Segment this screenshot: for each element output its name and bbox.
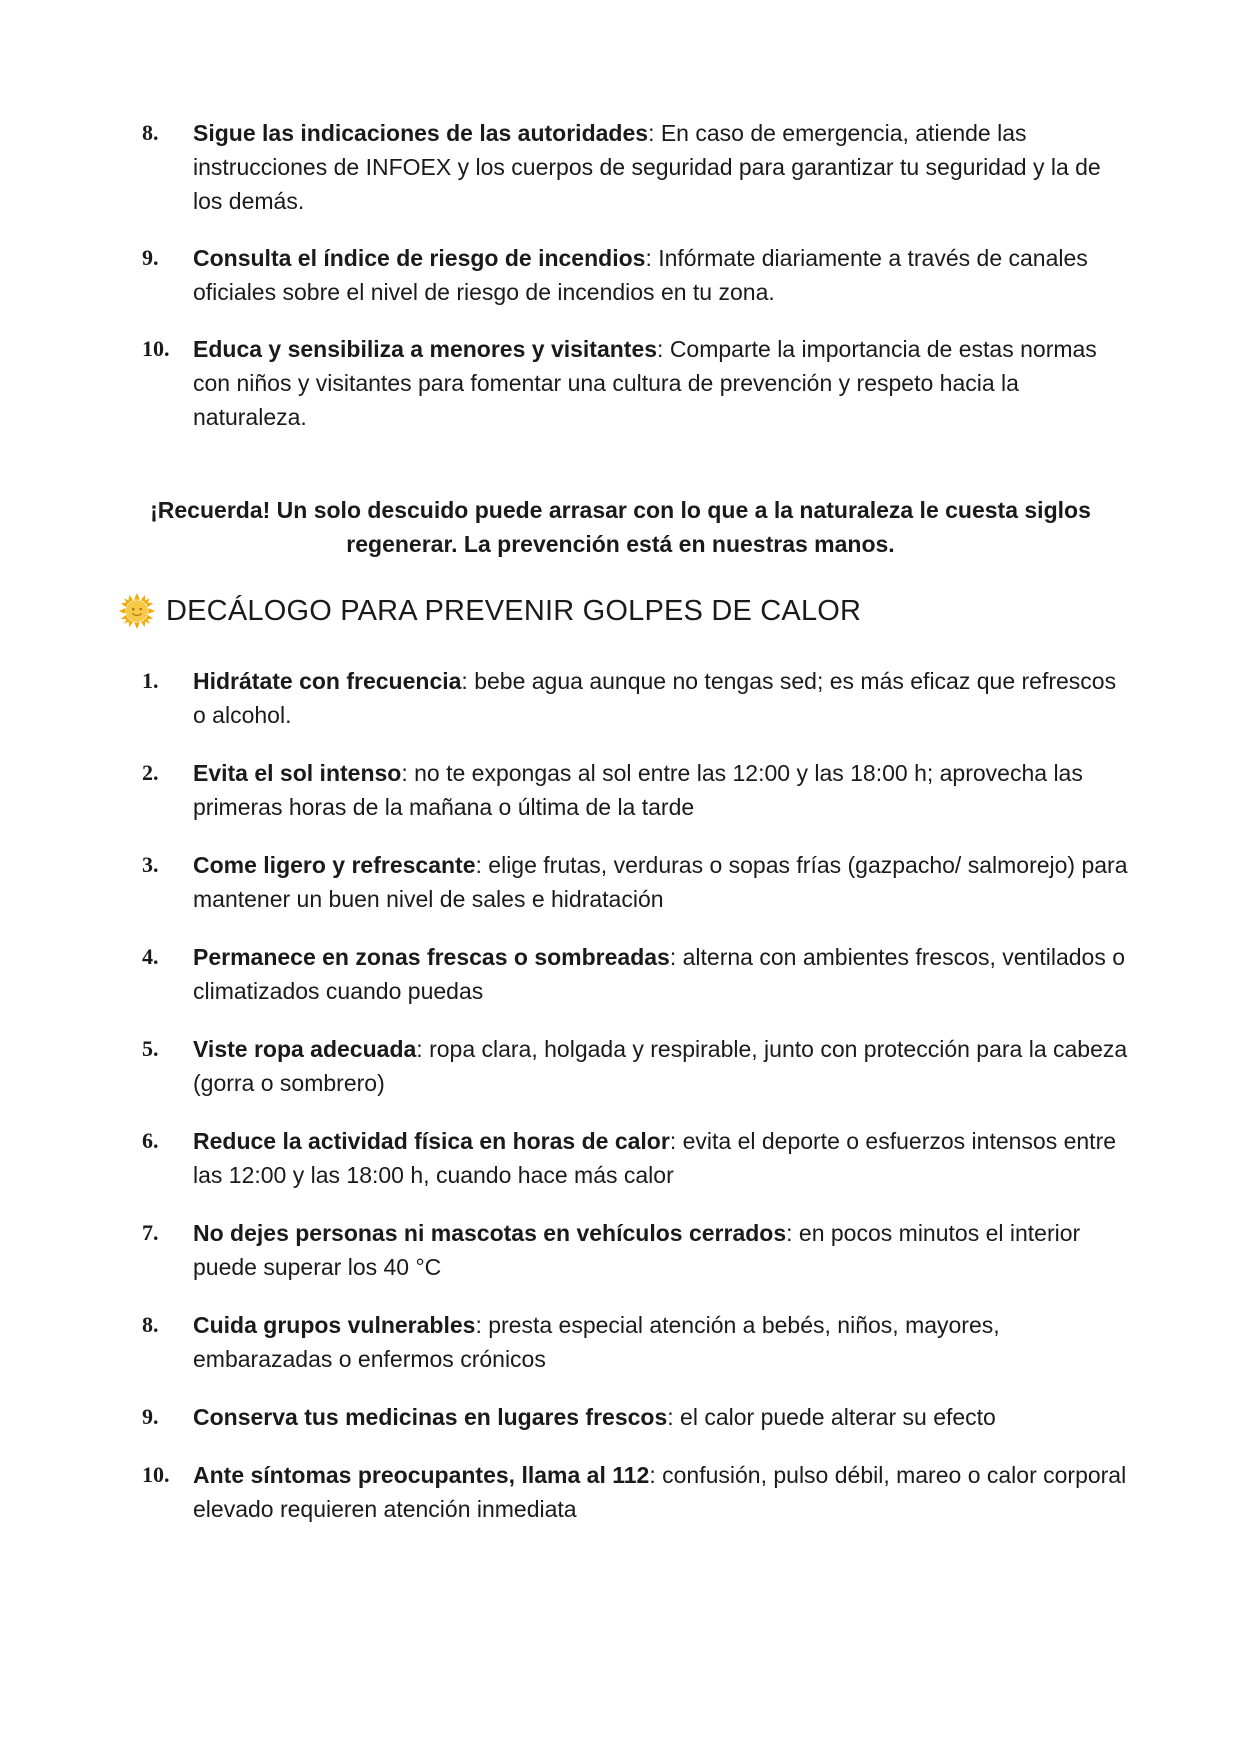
item-lead: Viste ropa adecuada	[193, 1036, 417, 1062]
item-lead: Come ligero y refrescante	[193, 852, 476, 878]
item-number: 6.	[142, 1128, 159, 1153]
item-lead: Consulta el índice de riesgo de incendios	[193, 245, 646, 271]
item-lead: Hidrátate con frecuencia	[193, 668, 462, 694]
list-item	[0, 664, 1241, 732]
list-item	[0, 756, 1241, 824]
item-number: 8.	[142, 1312, 159, 1337]
item-number: 10.	[142, 1462, 170, 1487]
list-item	[0, 116, 1241, 218]
list-item	[0, 1216, 1241, 1284]
item-lead: Educa y sensibiliza a menores y visitantes	[193, 336, 658, 362]
list-item	[0, 332, 1241, 434]
item-number: 7.	[142, 1220, 159, 1245]
item-number: 9.	[142, 245, 159, 270]
item-text: : Comparte la importancia de estas normas con niños y visitantes para fomentar una cultura de prevención y respeto hacia la naturaleza.	[193, 336, 1097, 430]
list-item	[0, 241, 1241, 309]
list-item	[0, 1124, 1241, 1192]
item-text: : Infórmate diariamente a través de canales oficiales sobre el nivel de riesgo de incendios en tu zona.	[193, 245, 1088, 305]
item-lead: Sigue las indicaciones de las autoridades	[193, 120, 649, 146]
item-text: : presta especial atención a bebés, niños, mayores, embarazadas o enfermos crónicos	[193, 1312, 1000, 1372]
item-text: : alterna con ambientes frescos, ventilados o climatizados cuando puedas	[193, 944, 1125, 1004]
list-item	[0, 848, 1241, 916]
heatstroke-prevention-list	[0, 664, 1241, 1550]
item-number: 2.	[142, 760, 159, 785]
section-title-text: DECÁLOGO PARA PREVENIR GOLPES DE CALOR	[166, 594, 862, 627]
item-number: 8.	[142, 120, 159, 145]
item-text: : evita el deporte o esfuerzos intensos entre las 12:00 y las 18:00 h, cuando hace más calor	[193, 1128, 1117, 1188]
item-text: : ropa clara, holgada y respirable, junto con protección para la cabeza (gorra o sombrero)	[193, 1036, 1128, 1096]
item-text: : bebe agua aunque no tengas sed; es más eficaz que refrescos o alcohol.	[193, 668, 1117, 728]
item-lead: Ante síntomas preocupantes, llama al 112	[193, 1462, 650, 1488]
item-lead: Evita el sol intenso	[193, 760, 402, 786]
list-item	[0, 1458, 1241, 1526]
section-heading	[118, 591, 861, 631]
item-number: 1.	[142, 668, 159, 693]
list-item	[0, 940, 1241, 1008]
list-item	[0, 1400, 1241, 1434]
item-text: : En caso de emergencia, atiende las instrucciones de INFOEX y los cuerpos de seguridad para garantizar tu seguridad y la de los demás.	[193, 120, 1101, 214]
item-lead: Cuida grupos vulnerables	[193, 1312, 476, 1338]
item-lead: Conserva tus medicinas en lugares frescos	[193, 1404, 668, 1430]
item-lead: No dejes personas ni mascotas en vehículos cerrados	[193, 1220, 787, 1246]
item-text: : elige frutas, verduras o sopas frías (gazpacho/ salmorejo) para mantener un buen nivel de sales e hidratación	[193, 852, 1128, 912]
item-text: : no te expongas al sol entre las 12:00 y las 18:00 h; aprovecha las primeras horas de la mañana o última de la tarde	[193, 760, 1083, 820]
reminder-note: ¡Recuerda! Un solo descuido puede arrasar con lo que a la naturaleza le cuesta siglos regenerar. La prevención está en nuestras manos.	[150, 497, 1091, 557]
item-number: 5.	[142, 1036, 159, 1061]
item-text: : el calor puede alterar su efecto	[667, 1404, 996, 1430]
item-number: 4.	[142, 944, 159, 969]
item-number: 9.	[142, 1404, 159, 1429]
item-lead: Reduce la actividad física en horas de calor	[193, 1128, 670, 1154]
item-number: 3.	[142, 852, 159, 877]
list-item	[0, 1032, 1241, 1100]
list-item	[0, 1308, 1241, 1376]
sun-icon	[118, 592, 156, 630]
item-text: : confusión, pulso débil, mareo o calor corporal elevado requieren atención inmediata	[193, 1462, 1127, 1522]
item-text: : en pocos minutos el interior puede superar los 40 °C	[193, 1220, 1081, 1280]
fire-prevention-list-continued	[0, 116, 1241, 457]
item-lead: Permanece en zonas frescas o sombreadas	[193, 944, 670, 970]
item-number: 10.	[142, 336, 170, 361]
